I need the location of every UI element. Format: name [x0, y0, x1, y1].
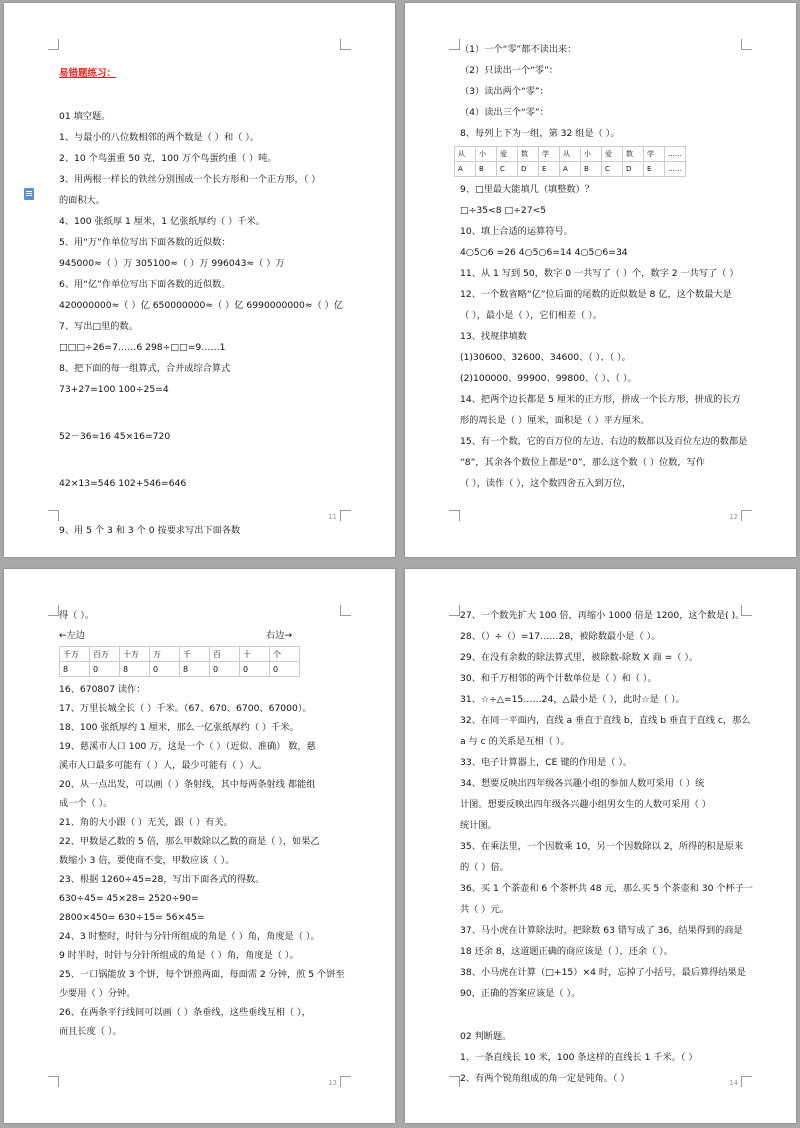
question-line: （ ），最小是（ ），它们相差（ ）。 — [460, 310, 602, 321]
question-line: 3、用两根一样长的铁丝分别围成一个长方形和一个正方形，（ ） — [59, 174, 321, 185]
question-line: 25、一口锅能放 3 个饼，每个饼煎两面，每面需 2 分钟，煎 5 个饼至 — [59, 969, 345, 980]
table-cell: D — [623, 162, 644, 177]
question-line: 29、在没有余数的除法算式里，被除数-除数 X 商 =（ ）。 — [460, 652, 699, 663]
question-line: 2、10 个鸟蛋重 50 克，100 万个鸟蛋约重（ ）吨。 — [59, 153, 277, 164]
question-line: 24、3 时整时，时针与分针所组成的角是（ ）角，角度是（ ）。 — [59, 931, 320, 942]
question-line: 统计图。 — [460, 820, 497, 831]
question-line: 7、写出□里的数。 — [59, 321, 138, 332]
table-cell: 8 — [180, 662, 210, 677]
document-page-1 — [4, 3, 395, 557]
question-line: 37、马小虎在计算除法时，把除数 63 错写成了 36，结果得到的商是 — [460, 925, 743, 936]
question-line: 9、用 5 个 3 和 3 个 0 按要求写出下面各数 — [59, 525, 241, 536]
question-line: 共（ ）元。 — [460, 904, 509, 915]
page-number: 11 — [328, 513, 337, 521]
question-line: 19、慈溪市人口 100 万，这是一个（ ）（近似、准确） 数，慈 — [59, 741, 316, 752]
question-line: 34、想要反映出四年级各兴趣小组的参加人数可采用（ ）统 — [460, 778, 705, 789]
table-row — [455, 147, 686, 162]
table-cell: 0 — [150, 662, 180, 677]
question-line: 4、100 张纸厚 1 厘米，1 亿张纸厚约（ ）千米。 — [59, 216, 265, 227]
question-line: 21、角的大小跟（ ）无关，跟（ ）有关。 — [59, 817, 233, 828]
question-line: 33、电子计算器上，CE 键的作用是（ ）。 — [460, 757, 633, 768]
right-direction-label: 右边→ — [266, 630, 293, 641]
question-line: “8”，其余各个数位上都是“0”，那么这个数（ ）位数，写作 — [460, 457, 705, 468]
table-cell: 0 — [90, 662, 120, 677]
question-line: 2、有两个锐角组成的角一定是钝角。（ ） — [460, 1073, 630, 1084]
table-cell: 小 — [476, 147, 497, 162]
page-number: 13 — [328, 1079, 337, 1087]
question-line: 计图。想要反映出四年级各兴趣小组男女生的人数可采用（ ） — [460, 799, 711, 810]
question-line: 22、甲数是乙数的 5 倍，那么甲数除以乙数的商是（ ），如果乙 — [59, 836, 320, 847]
table-cell: C — [497, 162, 518, 177]
document-page-3 — [4, 569, 395, 1123]
crop-mark — [449, 605, 460, 616]
table-cell: …… — [665, 147, 686, 162]
table-cell: 8 — [120, 662, 150, 677]
table-cell: 学 — [539, 147, 560, 162]
table-cell: 爱 — [497, 147, 518, 162]
question-line: 17、万里长城全长（ ）千米。（67、670、6700、67000）。 — [59, 703, 312, 714]
question-line: (1)30600、32600、34600、（ ）、（ ）。 — [460, 352, 631, 363]
question-line: （4）读出三个“零”： — [460, 107, 549, 118]
table-cell: B — [581, 162, 602, 177]
table-cell: E — [539, 162, 560, 177]
question-line: 6、用“亿”作单位写出下面各数的近似数。 — [59, 279, 231, 290]
question-line: 形的周长是（ ）厘米，面积是（ ）平方厘米。 — [460, 415, 650, 426]
question-line: 18、100 张纸厚约 1 厘米，那么一亿张纸厚约（ ）千米。 — [59, 722, 299, 733]
question-line: 420000000≈（ ）亿 650000000≈（ ）亿 6990000000≈（ ）亿 — [59, 300, 344, 311]
crop-mark — [449, 510, 460, 521]
letter-table — [454, 146, 686, 177]
table-cell: 0 — [210, 662, 240, 677]
question-line: 23、根据 1260÷45=28，写出下面各式的得数。 — [59, 874, 265, 885]
question-line: 11、从 1 写到 50，数字 0 一共写了（ ）个，数字 2 一共写了（ ） — [460, 268, 739, 279]
crop-mark — [340, 1076, 351, 1087]
question-line: 16、670807 读作： — [59, 684, 146, 695]
table-cell: 万 — [150, 647, 180, 662]
question-line: 42×13=546 102+546=646 — [59, 478, 187, 489]
question-line: 27、一个数先扩大 100 倍，再缩小 1000 倍是 1200，这个数是( )。 — [460, 610, 745, 621]
table-cell: 百万 — [90, 647, 120, 662]
crop-mark — [48, 605, 59, 616]
question-line: 26、在两条平行线间可以画（ ）条垂线，这些垂线互相（ ）， — [59, 1007, 311, 1018]
question-line: 8、每列上下为一组，第 32 组是（ ）。 — [460, 128, 620, 139]
question-line: 15、有一个数，它的百万位的左边、右边的数都以及百位左边的数都是 — [460, 436, 748, 447]
question-line: （2）只读出一个“零”： — [460, 65, 559, 76]
question-line: 成一个（ ）。 — [59, 798, 113, 809]
table-cell: 十 — [240, 647, 270, 662]
question-line: 38、小马虎在计算（□+15）×4 时，忘掉了小括号，最后算得结果是 — [460, 967, 746, 978]
table-cell: 学 — [644, 147, 665, 162]
document-marker-icon[interactable] — [24, 188, 34, 200]
question-line: □÷35<8 □÷27<5 — [460, 205, 547, 216]
table-cell: D — [518, 162, 539, 177]
question-line: 20、从一点出发，可以画（ ）条射线，其中每两条射线 都能组 — [59, 779, 316, 790]
table-cell: 数 — [623, 147, 644, 162]
table-row — [455, 162, 686, 177]
question-line: （3）读出两个“零”： — [460, 86, 549, 97]
question-line: 9、□里最大能填几（填整数）？ — [460, 184, 594, 195]
question-line: 14、把两个边长都是 5 厘米的正方形，拼成一个长方形，拼成的长方 — [460, 394, 741, 405]
table-cell: 8 — [60, 662, 90, 677]
document-page-2 — [405, 3, 796, 557]
place-value-table — [59, 646, 300, 677]
question-line: 52－36=16 45×16=720 — [59, 431, 171, 442]
table-cell: 从 — [455, 147, 476, 162]
table-cell: 0 — [270, 662, 300, 677]
question-line: （1）一个“零”都不读出来： — [460, 44, 577, 55]
table-cell: 0 — [240, 662, 270, 677]
table-cell: A — [560, 162, 581, 177]
table-cell: 千万 — [60, 647, 90, 662]
question-line: 得（ ）。 — [59, 610, 95, 621]
question-line: 35、在乘法里，一个因数乘 10，另一个因数除以 2，所得的积是原来 — [460, 841, 744, 852]
question-line: 9 时半时，时针与分针所组成的角是（ ）角，角度是（ ）。 — [59, 950, 299, 961]
crop-mark — [48, 1076, 59, 1087]
question-line: 4○5○6 =26 4○5○6=14 4○5○6=34 — [460, 247, 628, 258]
question-line: 的（ ）倍。 — [460, 862, 509, 873]
question-line: 31、☆÷△=15……24，△最小是（ ），此时☆是（ ）。 — [460, 694, 685, 705]
question-line: 2800×450= 630÷15= 56×45= — [59, 912, 205, 923]
question-line: 32、在同一平面内，直线 a 垂直于直线 b，直线 b 垂直于直线 c，那么 — [460, 715, 751, 726]
question-line: 溪市人口最多可能有（ ）人，最少可能有（ ）人。 — [59, 760, 267, 771]
question-line: 36、买 1 个茶壶和 6 个茶杯共 48 元，那么买 5 个茶壶和 30 个杯子一 — [460, 883, 754, 894]
crop-mark — [48, 39, 59, 50]
question-line: 少要用（ ）分钟。 — [59, 988, 136, 999]
question-line: 18 还余 8，这道题正确的商应该是（ ），还余（ ）。 — [460, 946, 673, 957]
document-page-4 — [405, 569, 796, 1123]
table-cell: E — [644, 162, 665, 177]
table-cell: …… — [665, 162, 686, 177]
table-cell: A — [455, 162, 476, 177]
question-line: 10、填上合适的运算符号。 — [460, 226, 573, 237]
question-line: 73+27=100 100÷25=4 — [59, 384, 169, 395]
question-line: 的面积大。 — [59, 195, 105, 206]
table-cell: B — [476, 162, 497, 177]
crop-mark — [449, 39, 460, 50]
question-line: 数缩小 3 倍，要使商不变，甲数应该（ ）。 — [59, 855, 235, 866]
crop-mark — [340, 39, 351, 50]
question-line: □□□÷26=7……6 298÷□□=9……1 — [59, 342, 226, 353]
question-line: （ ），读作（ ），这个数四舍五入到万位， — [460, 478, 632, 489]
section-heading: 02 判断题。 — [460, 1031, 512, 1042]
question-line: 30、和千万相邻的两个计数单位是（ ）和（ ）。 — [460, 673, 657, 684]
left-direction-label: ←左边 — [59, 630, 86, 641]
question-line: 5、用“万”作单位写出下面各数的近似数： — [59, 237, 231, 248]
question-line: 28、（）÷（）=17……28，被除数最小是（ ）。 — [460, 631, 661, 642]
question-line: 90，正确的答案应该是（ ）。 — [460, 988, 581, 999]
table-cell: 百 — [210, 647, 240, 662]
question-line: 630÷45= 45×28= 2520÷90= — [59, 893, 199, 904]
crop-mark — [741, 510, 752, 521]
section-heading: 01 填空题。 — [59, 111, 111, 122]
table-cell: 十万 — [120, 647, 150, 662]
table-cell: 爱 — [602, 147, 623, 162]
page-number: 12 — [729, 513, 738, 521]
table-cell: 小 — [581, 147, 602, 162]
table-row — [60, 647, 300, 662]
page-title: 易错题练习： — [59, 68, 117, 79]
table-cell: 千 — [180, 647, 210, 662]
question-line: 8、把下面的每一组算式，合并成综合算式 — [59, 363, 231, 374]
question-line: 1、与最小的八位数相邻的两个数是（ ）和（ ）。 — [59, 132, 260, 143]
table-cell: C — [602, 162, 623, 177]
question-line: 1、一条直线长 10 米，100 条这样的直线长 1 千米。（ ） — [460, 1052, 698, 1063]
question-line: a 与 c 的关系是互相（ ）。 — [460, 736, 570, 747]
table-row — [60, 662, 300, 677]
table-cell: 数 — [518, 147, 539, 162]
table-cell: 从 — [560, 147, 581, 162]
question-line: (2)100000、99900、99800、（ ）、（ ）。 — [460, 373, 637, 384]
crop-mark — [48, 510, 59, 521]
direction-labels — [59, 626, 345, 646]
page-number: 14 — [729, 1079, 738, 1087]
question-line: 13、找规律填数 — [460, 331, 527, 342]
question-line: 而且长度（ ）。 — [59, 1026, 122, 1037]
question-line: 945000≈（ ）万 305100≈（ ）万 996043≈（ ）万 — [59, 258, 285, 269]
crop-mark — [449, 1076, 460, 1087]
table-cell: 个 — [270, 647, 300, 662]
question-line: 12、一个数省略“亿”位后面的尾数的近似数是 8 亿，这个数最大是 — [460, 289, 732, 300]
